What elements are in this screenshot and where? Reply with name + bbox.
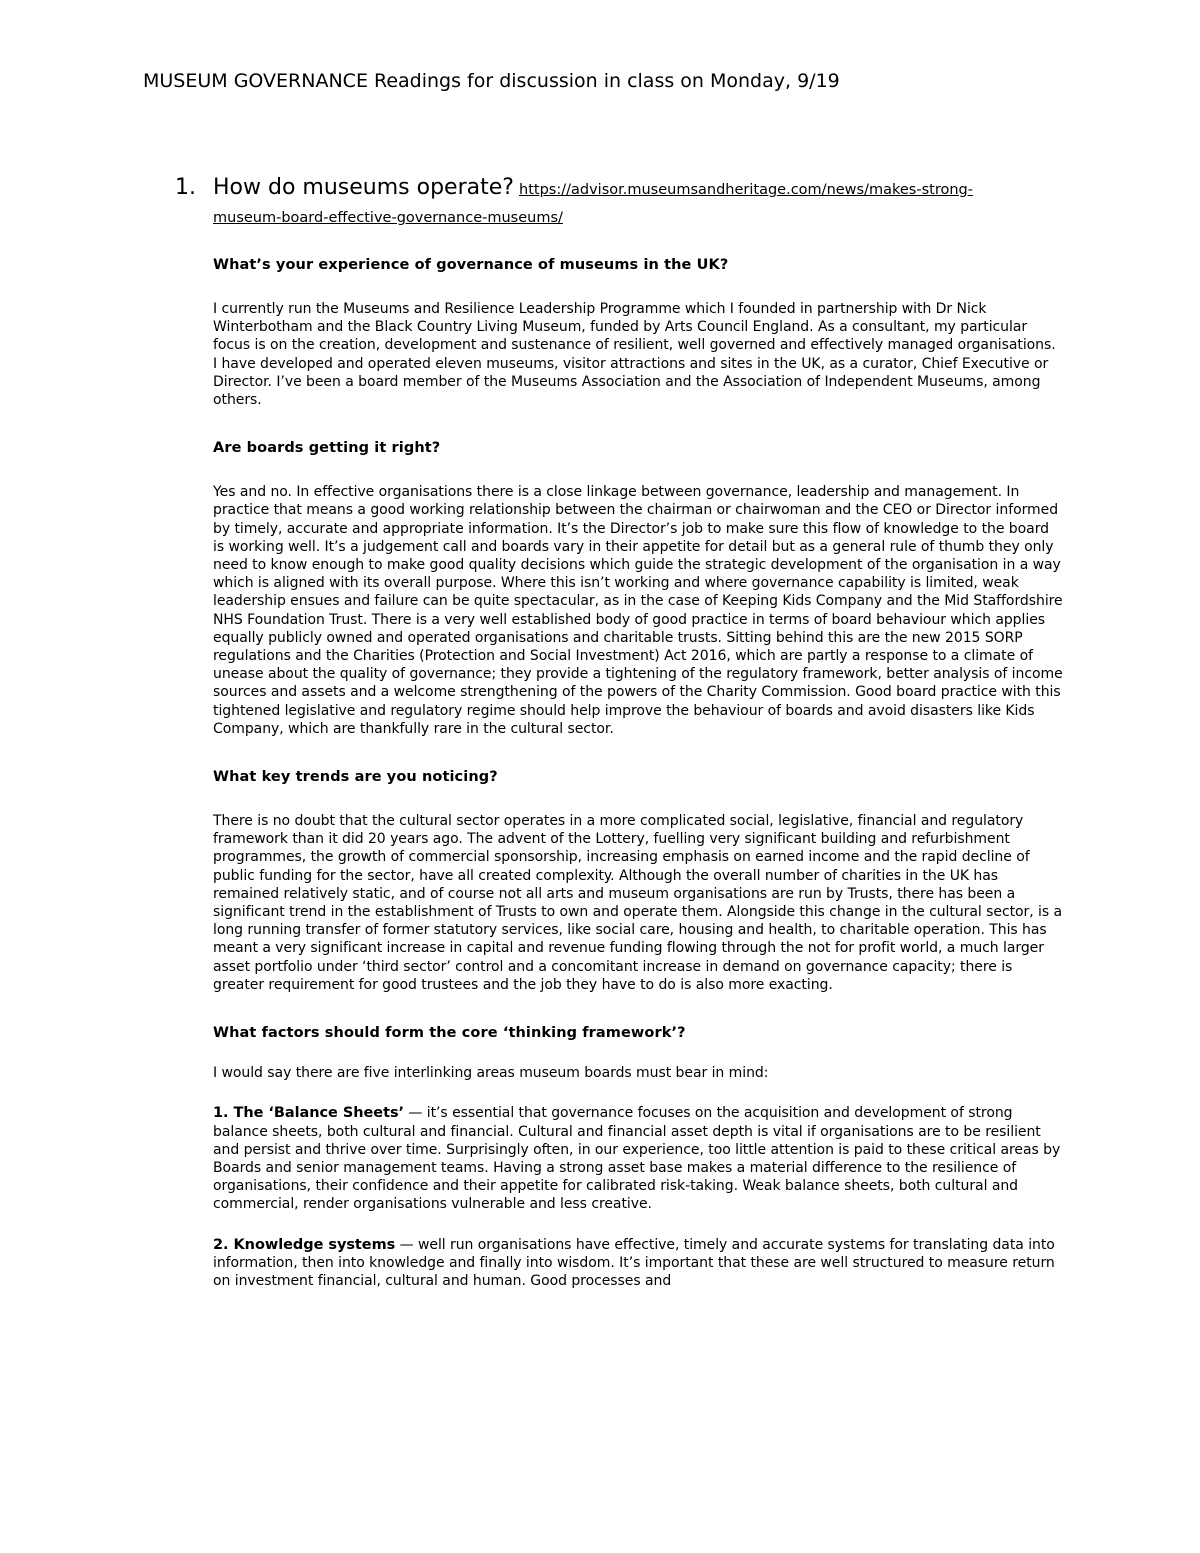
answer-paragraph: I currently run the Museums and Resilience Leadership Programme which I founded in partnership with Dr Nick Winterbotham and the Black Country Living Museum, funded by Arts Council England. As a consultant, my particular focus is on the creation, development and sustenance of resilient, well governed and effectively managed organisations. I have developed and operated eleven museums, visitor attractions and sites in the UK, as a curator, Chief Executive or Director. I’ve been a board member of the Museums Association and the Association of Independent Museums, among others. <box>213 301 1056 409</box>
point-text: — well run organisations have effective, timely and accurate systems for translating data into information, then into knowledge and finally into wisdom. It’s important that these are well structured to measure return on investment financial, cultural and human. Good processes and <box>213 1236 1055 1289</box>
question-heading: Are boards getting it right? <box>213 440 441 457</box>
item-title: How do museums operate? <box>213 175 514 200</box>
question-heading: What’s your experience of governance of museums in the UK? <box>213 257 729 273</box>
point-text: — it’s essential that governance focuses on the acquisition and development of strong balance sheets, both cultural and financial. Cultural and financial asset depth is vital if organisations are to be resilient and persist and thrive over time. Surprisingly often, in our experience, too little attention is paid to these critical areas by Boards and senior management teams. Having a strong asset base makes a material difference to the resilience of organisations, their confidence and their appetite for calibrated risk-taking. Weak balance sheets, both cultural and commercial, render organisations vulnerable and less creative. <box>213 1105 1061 1213</box>
point-label: 2. Knowledge systems <box>213 1236 396 1253</box>
question-heading: What factors should form the core ‘thinking framework’? <box>213 1025 686 1042</box>
numbered-point <box>213 1236 1063 1291</box>
list-number: 1. <box>175 175 196 200</box>
point-label: 1. The ‘Balance Sheets’ <box>213 1105 404 1122</box>
list-item-heading <box>175 175 1063 226</box>
answer-paragraph: There is no doubt that the cultural sector operates in a more complicated social, legislative, financial and regulatory framework than it did 20 years ago. The advent of the Lottery, fuelling very significant building and refurbishment programmes, the growth of commercial sponsorship, increasing emphasis on earned income and the rapid decline of public funding for the sector, have all created complexity. Although the overall number of charities in the UK has remained relatively static, and of course not all arts and museum organisations are run by Trusts, there has been a significant trend in the establishment of Trusts to own and operate them. Alongside this change in the cultural sector, is a long running transfer of former statutory services, like social care, housing and health, to charitable operation. This has meant a very significant increase in capital and revenue funding flowing through the not for profit world, a much larger asset portfolio under ‘third sector’ control and a concomitant increase in demand on governance capacity; there is greater requirement for good trustees and the job they have to do is also more exacting. <box>213 813 1063 993</box>
article-link-continued[interactable]: museum-board-effective-governance-museums/ <box>213 210 563 226</box>
page-header: MUSEUM GOVERNANCE Readings for discussion in class on Monday, 9/19 <box>143 70 840 92</box>
article-link[interactable]: https://advisor.museumsandheritage.com/news/makes-strong- <box>519 182 973 198</box>
answer-paragraph: Yes and no. In effective organisations there is a close linkage between governance, leadership and management. In practice that means a good working relationship between the chairman or chairwoman and the CEO or Director informed by timely, accurate and appropriate information. It’s the Director’s job to make sure this flow of knowledge to the board is working well. It’s a judgement call and boards vary in their appetite for detail but as a general rule of thumb they only need to know enough to make good quality decisions which guide the strategic development of the organisation in a way which is aligned with its overall purpose. Where this isn’t working and where governance capability is limited, weak leadership ensues and failure can be quite spectacular, as in the case of Keeping Kids Company and the Mid Staffordshire NHS Foundation Trust. There is a very well established body of good practice in terms of board behaviour which applies equally publicly owned and operated organisations and charitable trusts. Sitting behind this are the new 2015 SORP regulations and the Charities (Protection and Social Investment) Act 2016, which are partly a response to a climate of unease about the quality of governance; they provide a tightening of the regulatory framework, better analysis of income sources and assets and a welcome strengthening of the powers of the Charity Commission. Good board practice with this tightened legislative and regulatory regime should help improve the behaviour of boards and avoid disasters like Kids Company, which are thankfully rare in the cultural sector. <box>213 484 1063 737</box>
answer-paragraph: I would say there are five interlinking areas museum boards must bear in mind: <box>213 1065 769 1082</box>
question-heading: What key trends are you noticing? <box>213 769 498 786</box>
numbered-point <box>213 1104 1063 1213</box>
document-body <box>175 175 1063 1290</box>
